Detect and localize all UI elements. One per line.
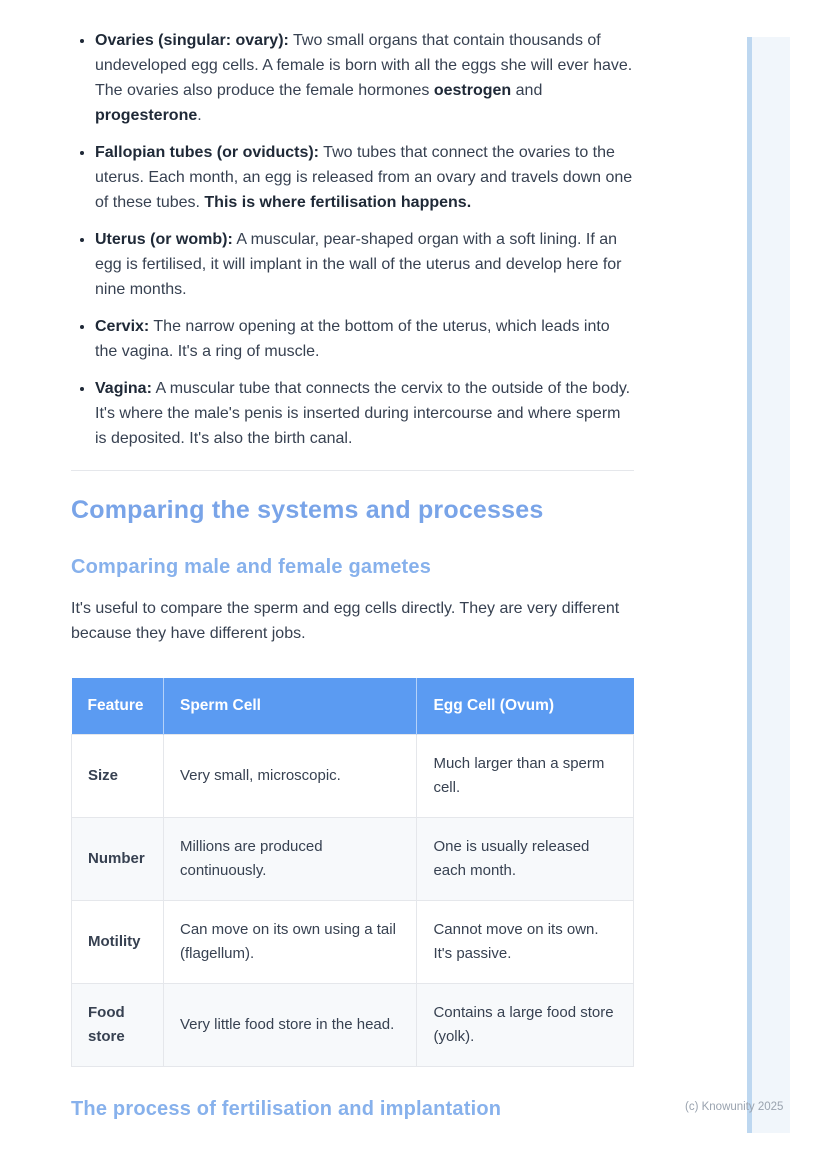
table-row [72,818,634,901]
subsection-heading-gametes: Comparing male and female gametes [71,556,432,578]
intro-paragraph: It's useful to compare the sperm and egg cells directly. They are very different because they have different jobs. [71,600,620,642]
list-item: • Fallopian tubes (or oviducts): Two tubes that connect the ovaries to the uterus. Each month, an egg is released from an ovary and travels down one of these tubes. This is where fertilisation happens. [95,140,634,215]
table-body [72,735,634,1067]
table-cell-sperm: Very little food store in the head. [163,984,416,1067]
table-column-header: Feature [72,678,164,735]
table-cell-egg: Cannot move on its own. It's passive. [417,901,634,984]
table-cell-egg: Contains a large food store (yolk). [417,984,634,1067]
list-item: • Ovaries (singular: ovary): Two small organs that contain thousands of undeveloped egg cells. A female is born with all the eggs she will ever have. The ovaries also produce the female hormones oestrogen and progesterone. [95,28,634,128]
table-column-header: Egg Cell (Ovum) [417,678,634,735]
section-divider [71,470,634,471]
table-cell-egg: Much larger than a sperm cell. [417,735,634,818]
subsection-heading-fertilisation: The process of fertilisation and implantation [71,1098,502,1120]
table-cell-egg: One is usually released each month. [417,818,634,901]
section-heading-comparing-systems: Comparing the systems and processes [71,496,544,524]
table-cell-feature: Number [72,818,164,901]
table-header-row [72,678,634,735]
page-edge-panel [752,37,790,1133]
list-item: • Cervix: The narrow opening at the bottom of the uterus, which leads into the vagina. It's a ring of muscle. [95,314,634,364]
table-header [72,678,634,735]
watermark: (c) Knowunity 2025 [685,1101,784,1113]
table-cell-feature: Food store [72,984,164,1067]
table-cell-feature: Size [72,735,164,818]
table-cell-sperm: Very small, microscopic. [163,735,416,818]
list-item: • Vagina: A muscular tube that connects the cervix to the outside of the body. It's where the male's penis is inserted during intercourse and where sperm is deposited. It's also the birth canal. [95,376,634,451]
organ-list [71,28,634,451]
table-cell-sperm: Millions are produced continuously. [163,818,416,901]
table-cell-sperm: Can move on its own using a tail (flagellum). [163,901,416,984]
gamete-comparison-table [71,678,634,1067]
page-edge-line [747,37,752,1133]
document-page [71,28,634,1121]
table-row [72,735,634,818]
table-cell-feature: Motility [72,901,164,984]
list-item: • Uterus (or womb): A muscular, pear-shaped organ with a soft lining. If an egg is fertilised, it will implant in the wall of the uterus and develop here for nine months. [95,227,634,302]
table-row [72,984,634,1067]
table-row [72,901,634,984]
table-column-header: Sperm Cell [163,678,416,735]
